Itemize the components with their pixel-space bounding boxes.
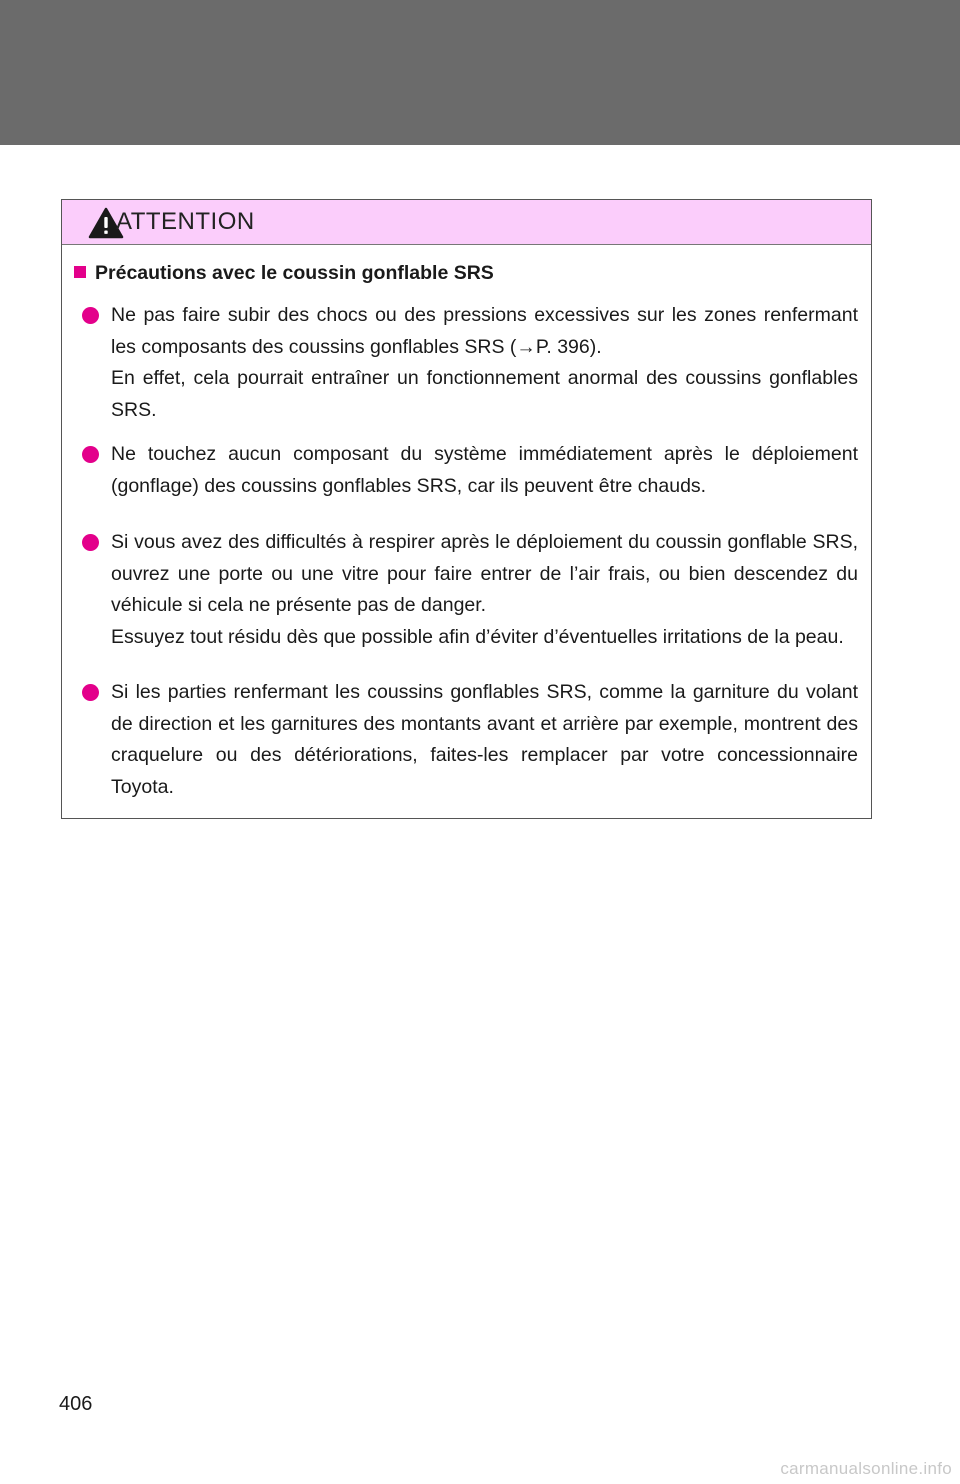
caution-header (62, 200, 871, 245)
bullet-item (82, 677, 858, 803)
round-bullet-icon (82, 446, 99, 463)
bullet-text (111, 300, 858, 426)
round-bullet-icon (82, 534, 99, 551)
round-bullet-icon (82, 307, 99, 324)
bullet-paragraph: Ne touchez aucun composant du système immédiatement après le déploiement (gonflage) des coussins gonflables SRS, car ils peuvent être chauds. (111, 443, 858, 497)
bullet-text (111, 439, 858, 502)
bullet-paragraph: Si les parties renfermant les coussins gonflables SRS, comme la garniture du volant de direction et les garnitures des montants avant et arrière par exemple, montrent des craquelure ou des détériorations, faites-les remplacer par votre concessionnaire Toyota. (111, 681, 858, 798)
bullet-item (82, 527, 858, 653)
square-bullet-icon (74, 266, 86, 278)
bullet-paragraph: Essuyez tout résidu dès que possible afin d’éviter d’éventuelles irritations de la peau. (111, 625, 844, 648)
round-bullet-icon (82, 684, 99, 701)
header-band (0, 0, 960, 145)
bullet-paragraph: Si vous avez des difficultés à respirer après le déploiement du coussin gonflable SRS, ouvrez une porte ou une vitre pour faire entrer de l’air frais, ou bien descendez du véhicule si cela ne présente pas de danger. (111, 531, 858, 616)
caution-box (61, 199, 872, 819)
watermark: carmanualsonline.info (780, 1459, 952, 1478)
bullet-paragraph: Ne pas faire subir des chocs ou des pressions excessives sur les zones renfermant les composants des coussins gonflables SRS (→P. 396). (111, 304, 858, 358)
section-heading-text: Précautions avec le coussin gonflable SRS (95, 262, 494, 284)
bullet-paragraph: En effet, cela pourrait entraîner un fonctionnement anormal des coussins gonflables SRS. (111, 367, 858, 421)
bullet-text (111, 527, 858, 653)
bullet-item (82, 439, 858, 502)
section-heading (74, 262, 494, 285)
bullet-item (82, 300, 858, 426)
bullet-text (111, 677, 858, 803)
page-number: 406 (59, 1393, 93, 1415)
caution-title: ATTENTION (116, 208, 255, 235)
